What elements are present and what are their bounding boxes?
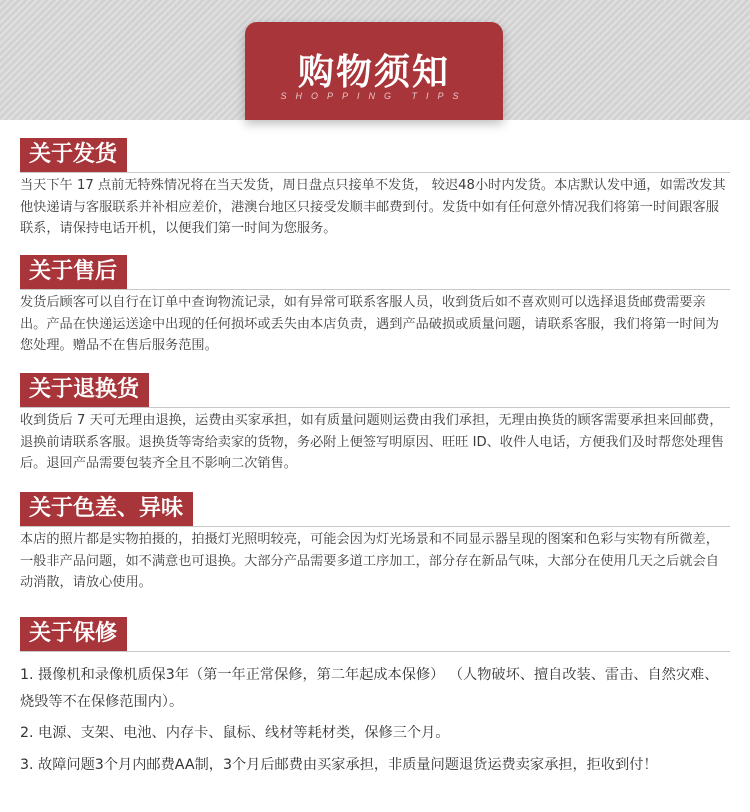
section-title-after-sales: 关于售后 (20, 255, 127, 289)
section-text-after-sales: 发货后顾客可以自行在订单中查询物流记录，如有异常可联系客服人员，收到货后如不喜欢则可以选择退货邮费需要亲出。产品在快递运送途中出现的任何损坏或丢失由本店负责，遇到产品破损或质量问题，请联系客服，我们将第一时间为您处理。赠品不在售后服务范围。 (20, 295, 719, 353)
page-subtitle: SHOPPING TIPS (280, 91, 468, 101)
page-title: 购物须知 (297, 52, 450, 93)
section-title-shipping: 关于发货 (20, 138, 127, 172)
section-divider (20, 172, 730, 173)
section-divider (20, 289, 730, 290)
section-text-shipping: 当天下午 17 点前无特殊情况将在当天发货，周日盘点只接单不发货， 较迟48小时内发货。本店默认发中通，如需改发其他快递请与客服联系并补相应差价，港澳台地区只接受发顺丰邮费到付。发货中如有任何意外情况我们将第一时间跟客服联系，请保持电话开机，以便我们第一时间为您服务。 (20, 178, 726, 236)
section-divider (20, 651, 730, 652)
section-divider (20, 407, 730, 408)
section-text-color-odor: 本店的照片都是实物拍摄的，拍摄灯光照明较亮，可能会因为灯光场景和不同显示器呈现的图案和色彩与实物有所微差，一般非产品问题，如不满意也可退换。大部分产品需要多道工序加工，部分存在新品气味，大部分在使用几天之后就会自动消散，请放心使用。 (20, 532, 719, 590)
header-title-tab (245, 22, 503, 120)
section-divider (20, 526, 730, 527)
section-title-color-odor: 关于色差、异味 (20, 492, 193, 526)
warranty-item: 2. 电源、支架、电池、内存卡、鼠标、线材等耗材类，保修三个月。 (20, 725, 450, 741)
warranty-item: 1. 摄像机和录像机质保3年（第一年正常保修，第二年起成本保修） （人物破坏、擅自改装、雷击、自然灾难、烧毁等不在保修范围内）。 (20, 667, 719, 710)
section-title-returns: 关于退换货 (20, 373, 149, 407)
section-text-returns: 收到货后 7 天可无理由退换，运费由买家承担，如有质量问题则运费由我们承担，无理由换货的顾客需要承担来回邮费，退换前请联系客服。退换货等寄给卖家的货物，务必附上便签写明原因、旺旺 ID、收件人电话，方便我们及时帮您处理售后。退回产品需要包装齐全且不影响二次销售。 (20, 413, 724, 471)
section-title-warranty: 关于保修 (20, 617, 127, 651)
warranty-item: 3. 故障问题3个月内邮费AA制，3个月后邮费由买家承担，非质量问题退货运费卖家承担，拒收到付！ (20, 757, 658, 773)
